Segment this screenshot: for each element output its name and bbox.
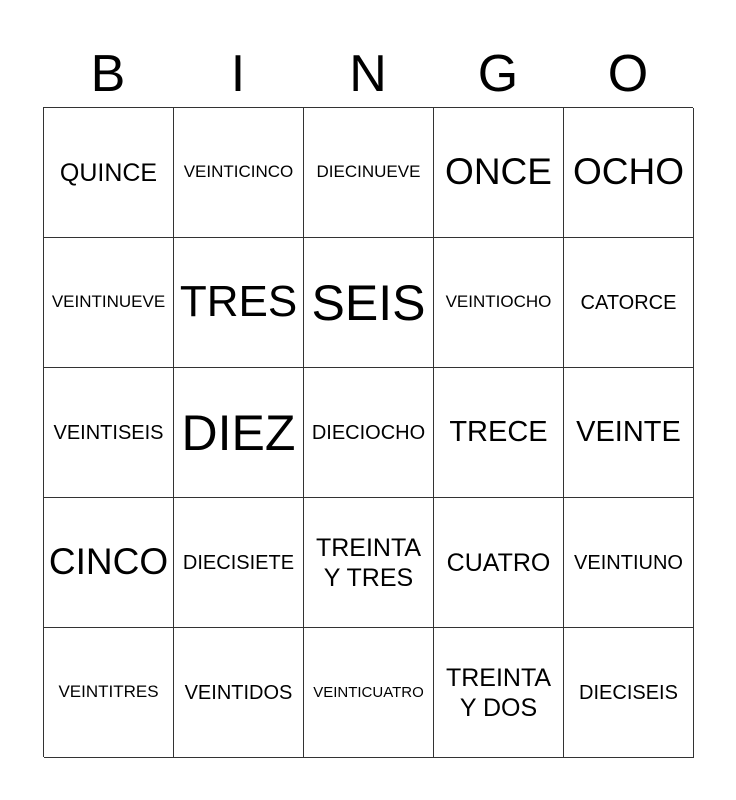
header-letter-i: I (230, 45, 246, 103)
bingo-cell: VEINTINUEVE (44, 238, 174, 368)
header-letter-g: G (477, 45, 519, 103)
bingo-cell: OCHO (564, 108, 694, 238)
bingo-cell: VEINTIOCHO (434, 238, 564, 368)
bingo-cell: TREINTA Y TRES (304, 498, 434, 628)
bingo-cell: VEINTIUNO (564, 498, 694, 628)
bingo-cell: TRECE (434, 368, 564, 498)
bingo-cell: VEINTICINCO (174, 108, 304, 238)
bingo-cell: VEINTIDOS (174, 628, 304, 758)
bingo-cell: DIECIOCHO (304, 368, 434, 498)
bingo-cell: CUATRO (434, 498, 564, 628)
header-letter-o: O (607, 45, 649, 103)
bingo-cell: CINCO (44, 498, 174, 628)
bingo-cell: DIECISEIS (564, 628, 694, 758)
bingo-cell: TREINTA Y DOS (434, 628, 564, 758)
bingo-cell: VEINTICUATRO (304, 628, 434, 758)
bingo-cell: CATORCE (564, 238, 694, 368)
bingo-card-grid (43, 107, 693, 757)
bingo-cell: ONCE (434, 108, 564, 238)
bingo-cell: TRES (174, 238, 304, 368)
bingo-cell: DIEZ (174, 368, 304, 498)
bingo-cell: VEINTISEIS (44, 368, 174, 498)
bingo-cell: DIECINUEVE (304, 108, 434, 238)
bingo-cell: SEIS (304, 238, 434, 368)
bingo-cell: QUINCE (44, 108, 174, 238)
bingo-header (43, 40, 693, 108)
header-letter-b: B (90, 45, 126, 103)
bingo-cell: VEINTITRES (44, 628, 174, 758)
header-letter-n: N (349, 45, 387, 103)
bingo-cell: DIECISIETE (174, 498, 304, 628)
bingo-cell: VEINTE (564, 368, 694, 498)
